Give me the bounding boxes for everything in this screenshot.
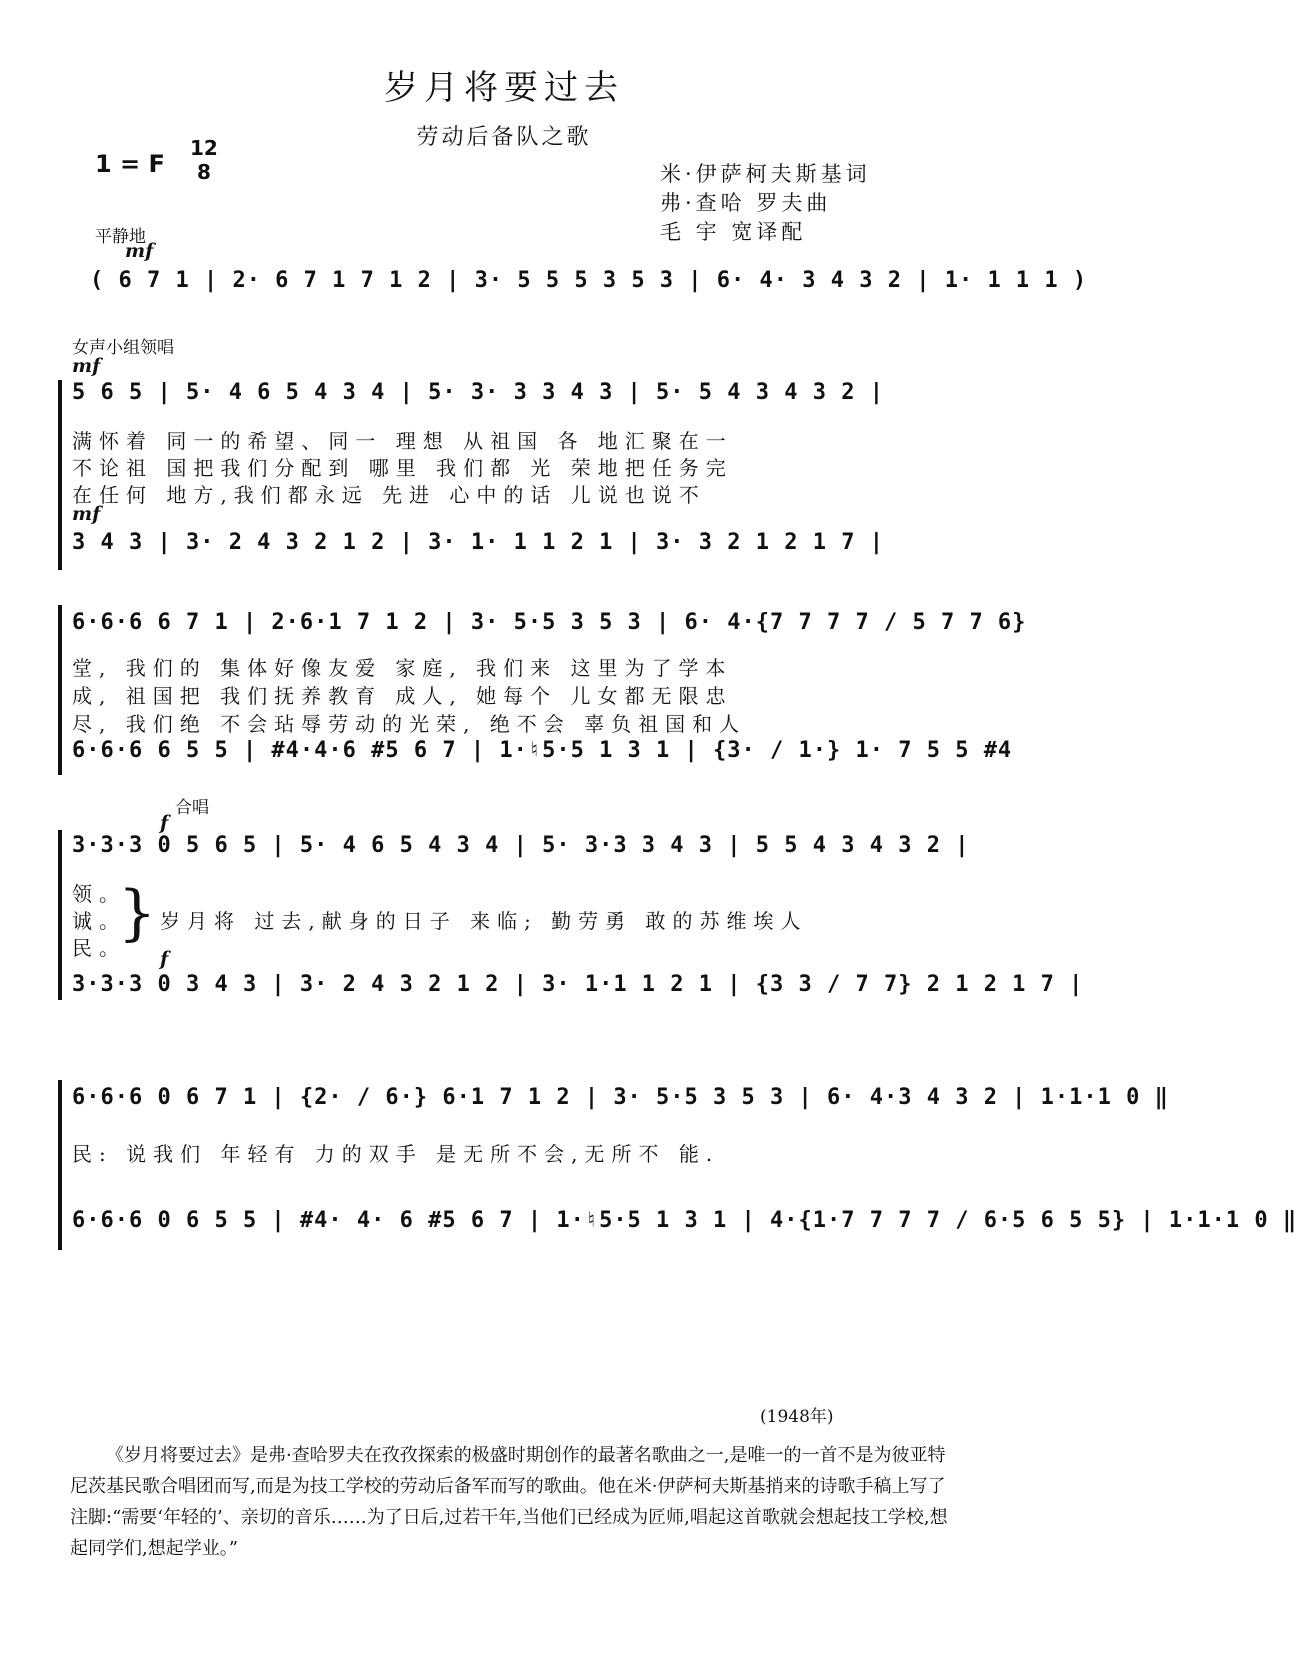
meter-top: 12 (190, 136, 218, 160)
system3-lyric: 岁月将 过去,献身的日子 来临; 勤劳勇 敢的苏维埃人 (160, 909, 808, 933)
commentary-paragraph: 《岁月将要过去》是弗·查哈罗夫在孜孜探索的极盛时期创作的最著名歌曲之一,是唯一的一首不是为彼亚特尼茨基民歌合唱团而写,而是为技工学校的劳动后备军而写的歌曲。他在米·伊萨柯夫斯基捎来的诗歌手稿上写了注脚:“需要‘年轻的’、亲切的音乐……为了日后,过若干年,当他们已经成为匠师,唱起这首歌就会想起技工学校,想起同学们,想起学业。” (70, 1445, 948, 1559)
song-subtitle: 劳动后备队之歌 (416, 125, 592, 150)
system2-bracket (58, 605, 62, 775)
translator: 毛 宇 宽译配 (660, 220, 807, 244)
system3-lyric-end-3: 民。 (72, 936, 126, 960)
song-title: 岁月将要过去 (384, 68, 624, 108)
solo-label: 女声小组领唱 (72, 338, 174, 358)
system3-dynamic-bottom: f (160, 948, 169, 970)
chorus-label: 合唱 (175, 798, 209, 818)
lyricist: 米·伊萨柯夫斯基词 (660, 162, 871, 186)
system2-lyric-1: 堂, 我们的 集体好像友爱 家庭, 我们来 这里为了学本 (72, 656, 733, 680)
system3-dynamic-top: f (160, 812, 169, 834)
system3-bottom-staff: 3·3·3 0 3 4 3 | 3· 2 4 3 2 1 2 | 3· 1·1 1 2 1 | {3 3 / 7 7} 2 1 2 1 7 | (72, 972, 1084, 997)
system4-bottom-staff: 6·6·6 0 6 5 5 | #4· 4· 6 #5 6 7 | 1·♮5·5 1 3 1 | 4·{1·7 7 7 7 / 6·5 6 5 5} | 1·1·1 0 ‖ (72, 1208, 1297, 1233)
lyric-brace: } (118, 878, 157, 948)
system1-lyric-2: 不论祖 国把我们分配到 哪里 我们都 光 荣地把任务完 (72, 456, 733, 480)
system2-lyric-2: 成, 祖国把 我们抚养教育 成人, 她每个 儿女都无限忠 (72, 684, 733, 708)
system4-lyric: 民: 说我们 年轻有 力的双手 是无所不会,无所不 能. (72, 1142, 720, 1166)
system1-dynamic-top: mf (72, 355, 101, 377)
intro-dynamic: mf (125, 240, 154, 262)
system3-lyric-end-2: 诚。 (72, 909, 126, 933)
system2-top-staff: 6·6·6 6 7 1 | 2·6·1 7 1 2 | 3· 5·5 3 5 3 | 6· 4·{7 7 7 7 / 5 7 7 6} (72, 610, 1027, 635)
system4-bracket (58, 1080, 62, 1250)
system3-top-staff: 3·3·3 0 5 6 5 | 5· 4 6 5 4 3 4 | 5· 3·3 3 4 3 | 5 5 4 3 4 3 2 | (72, 833, 970, 858)
system1-lyric-1: 满怀着 同一的希望、同一 理想 从祖国 各 地汇聚在一 (72, 429, 733, 453)
intro-notes: ( 6 7 1 | 2· 6 7 1 7 1 2 | 3· 5 5 5 3 5 3 | 6· 4· 3 4 3 2 | 1· 1 1 1 ) (90, 268, 1088, 293)
composer: 弗·查哈 罗夫曲 (660, 191, 832, 215)
system2-lyric-3: 尽, 我们绝 不会玷辱劳动的光荣, 绝不会 辜负祖国和人 (72, 712, 747, 736)
system1-bottom-staff: 3 4 3 | 3· 2 4 3 2 1 2 | 3· 1· 1 1 2 1 | 3· 3 2 1 2 1 7 | (72, 530, 884, 555)
time-signature (190, 136, 218, 184)
system1-bracket (58, 380, 62, 570)
key-signature: 1 = F (95, 150, 165, 178)
system3-lyric-end-1: 领。 (72, 882, 126, 906)
credits (660, 160, 871, 247)
system1-top-staff: 5 6 5 | 5· 4 6 5 4 3 4 | 5· 3· 3 3 4 3 | 5· 5 4 3 4 3 2 | (72, 380, 884, 405)
system2-bottom-staff: 6·6·6 6 5 5 | #4·4·6 #5 6 7 | 1·♮5·5 1 3 1 | {3· / 1·} 1· 7 5 5 #4 (72, 738, 1013, 763)
system4-top-staff: 6·6·6 0 6 7 1 | {2· / 6·} 6·1 7 1 2 | 3· 5·5 3 5 3 | 6· 4·3 4 3 2 | 1·1·1 0 ‖ (72, 1085, 1169, 1110)
system3-bracket (58, 830, 62, 1000)
tempo-marking: 平静地 (95, 227, 146, 247)
system1-lyric-3: 在任何 地方,我们都永远 先进 心中的话 儿说也说不 (72, 483, 706, 507)
system1-dynamic-bottom: mf (72, 503, 101, 525)
meter-bottom: 8 (196, 160, 211, 184)
composition-year: (1948年) (760, 1407, 834, 1427)
